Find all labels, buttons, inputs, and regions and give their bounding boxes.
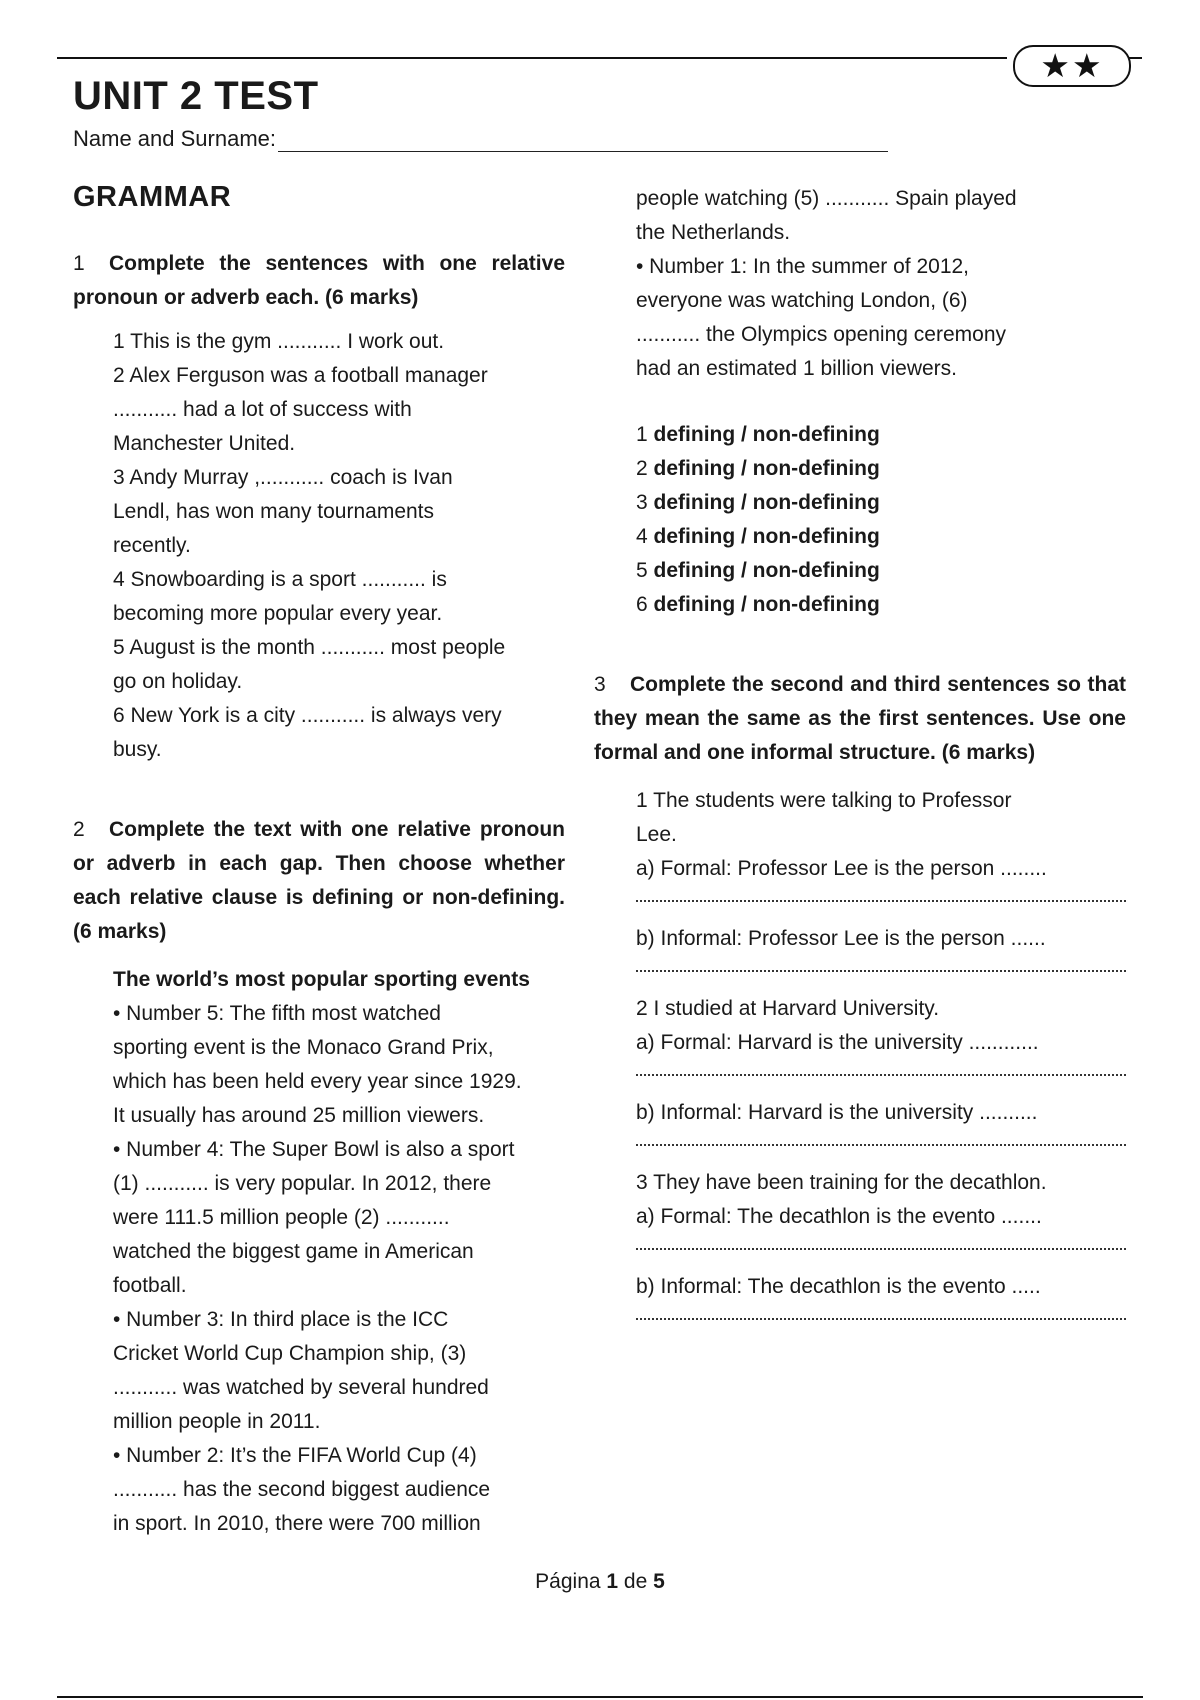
exercise-3-instruction-text: Complete the second and third sentences so that they mean the same as the first sentences. Use one formal and one informal structure. (6 marks)	[594, 673, 1126, 764]
name-label: Name and Surname:	[73, 126, 276, 151]
choice-item	[636, 588, 1126, 622]
choice-item	[636, 486, 1126, 520]
exercise-2-instruction	[73, 813, 565, 949]
exercise-1-instruction-text: Complete the sentences with one relative pronoun or adverb each. (6 marks)	[73, 252, 565, 309]
exercise-3-informal-prompt: b) Informal: Harvard is the university ..........	[636, 1101, 1038, 1124]
exercise-1-line: becoming more popular every year.	[113, 602, 443, 625]
exercise-2-choices	[636, 418, 1126, 622]
footer-page-total: 5	[653, 1570, 665, 1593]
exercise-2-line: It usually has around 25 million viewers.	[113, 1104, 485, 1127]
choice-number: 1	[636, 423, 648, 446]
answer-line[interactable]	[636, 1234, 1126, 1250]
choice-defining-options[interactable]: defining / non-defining	[653, 457, 880, 480]
choice-number: 4	[636, 525, 648, 548]
exercise-2-line: million people in 2011.	[113, 1410, 321, 1433]
exercise-2-line: • Number 4: The Super Bowl is also a sport	[113, 1138, 515, 1161]
footer-middle: de	[618, 1570, 654, 1593]
exercise-1-line: 5 August is the month ........... most people	[113, 636, 506, 659]
exercise-1-line: 1 This is the gym ........... I work out.	[113, 330, 445, 353]
exercise-2-line: the Netherlands.	[636, 221, 791, 244]
exercise-1-line: 3 Andy Murray ,........... coach is Ivan	[113, 466, 453, 489]
exercise-1-line: 2 Alex Ferguson was a football manager	[113, 364, 488, 387]
exercise-2-line: • Number 2: It’s the FIFA World Cup (4)	[113, 1444, 477, 1467]
exercise-2-line: were 111.5 million people (2) ...........	[113, 1206, 450, 1229]
exercise-2-line: ........... the Olympics opening ceremony	[636, 323, 1006, 346]
answer-line[interactable]	[636, 1130, 1126, 1146]
right-column	[594, 182, 1126, 1340]
footer-page-number: 1	[606, 1570, 619, 1593]
choice-number: 3	[636, 491, 648, 514]
exercise-1-line: ........... had a lot of success with	[113, 398, 412, 421]
exercise-3-informal-prompt: b) Informal: Professor Lee is the person ......	[636, 927, 1046, 950]
exercise-1-line: Lendl, has won many tournaments	[113, 500, 435, 523]
exercise-2-line: Cricket World Cup Champion ship, (3)	[113, 1342, 467, 1365]
exercise-2-line: everyone was watching London, (6)	[636, 289, 968, 312]
exercise-1-number: 1	[73, 252, 85, 275]
answer-line[interactable]	[636, 886, 1126, 902]
exercise-2-line: which has been held every year since 1929.	[113, 1070, 522, 1093]
exercise-2-line: had an estimated 1 billion viewers.	[636, 357, 958, 380]
exercise-1-line: Manchester United.	[113, 432, 296, 455]
choice-number: 2	[636, 457, 648, 480]
exercise-2-line: • Number 3: In third place is the ICC	[113, 1308, 449, 1331]
exercise-2-line: (1) ........... is very popular. In 2012, there	[113, 1172, 492, 1195]
exercise-1-line: recently.	[113, 534, 191, 557]
top-rule	[57, 57, 1007, 59]
name-blank-line[interactable]	[278, 127, 888, 152]
exercise-3-sentence-cont: Lee.	[636, 823, 677, 846]
exercise-1-line: busy.	[113, 738, 162, 761]
exercise-3-number: 3	[594, 673, 606, 696]
exercise-2-line: sporting event is the Monaco Grand Prix,	[113, 1036, 494, 1059]
answer-line[interactable]	[636, 1060, 1126, 1076]
exercise-2-text	[73, 963, 565, 1541]
exercise-2-instruction-text: Complete the text with one relative pronoun or adverb in each gap. Then choose whether each relative clause is defining or non-defining. (6 marks)	[73, 818, 565, 943]
exercise-2-text-title: The world’s most popular sporting events	[113, 968, 530, 991]
exercise-1-line: go on holiday.	[113, 670, 243, 693]
choice-defining-options[interactable]: defining / non-defining	[653, 593, 880, 616]
exercise-3-formal-prompt: a) Formal: The decathlon is the evento .......	[636, 1205, 1042, 1228]
exercise-3-formal-prompt: a) Formal: Professor Lee is the person ........	[636, 857, 1047, 880]
exercise-2-line: people watching (5) ........... Spain played	[636, 187, 1017, 210]
difficulty-stars-badge: ★★	[1013, 45, 1131, 87]
answer-line[interactable]	[636, 1304, 1126, 1320]
choice-defining-options[interactable]: defining / non-defining	[653, 491, 880, 514]
exercise-2-line: ........... was watched by several hundred	[113, 1376, 489, 1399]
exercise-3-informal-prompt: b) Informal: The decathlon is the evento .....	[636, 1275, 1041, 1298]
choice-item	[636, 520, 1126, 554]
exercise-2-number: 2	[73, 818, 85, 841]
choice-item	[636, 452, 1126, 486]
name-field-row	[73, 126, 888, 152]
exercise-1-instruction	[73, 247, 565, 315]
page-title: UNIT 2 TEST	[73, 74, 319, 118]
section-heading-grammar: GRAMMAR	[73, 181, 232, 213]
exercise-2-line: • Number 1: In the summer of 2012,	[636, 255, 970, 278]
exercise-3-instruction	[594, 668, 1126, 770]
exercise-1-sentences	[73, 325, 565, 767]
bottom-rule	[57, 1696, 1143, 1698]
exercise-2-line: in sport. In 2010, there were 700 million	[113, 1512, 481, 1535]
exercise-2-line: football.	[113, 1274, 187, 1297]
choice-item	[636, 554, 1126, 588]
exercise-3-sentence: 1 The students were talking to Professor	[636, 789, 1012, 812]
exercise-2-line: • Number 5: The fifth most watched	[113, 1002, 441, 1025]
exercise-2-line: ........... has the second biggest audience	[113, 1478, 491, 1501]
exercise-3-sentence: 2 I studied at Harvard University.	[636, 997, 940, 1020]
choice-defining-options[interactable]: defining / non-defining	[653, 423, 880, 446]
choice-number: 5	[636, 559, 648, 582]
left-column	[73, 180, 565, 1541]
exercise-2-line: watched the biggest game in American	[113, 1240, 474, 1263]
choice-item	[636, 418, 1126, 452]
exercise-2-text-continued	[636, 182, 1126, 386]
exercise-3-items	[636, 784, 1126, 1320]
exercise-1-line: 6 New York is a city ........... is always very	[113, 704, 502, 727]
exercise-1-line: 4 Snowboarding is a sport ........... is	[113, 568, 447, 591]
choice-defining-options[interactable]: defining / non-defining	[653, 559, 880, 582]
footer-prefix: Página	[535, 1570, 607, 1593]
choice-number: 6	[636, 593, 648, 616]
exercise-3-sentence: 3 They have been training for the decathlon.	[636, 1171, 1047, 1194]
page-footer	[0, 1570, 1200, 1594]
choice-defining-options[interactable]: defining / non-defining	[653, 525, 880, 548]
answer-line[interactable]	[636, 956, 1126, 972]
exercise-3-formal-prompt: a) Formal: Harvard is the university ............	[636, 1031, 1039, 1054]
